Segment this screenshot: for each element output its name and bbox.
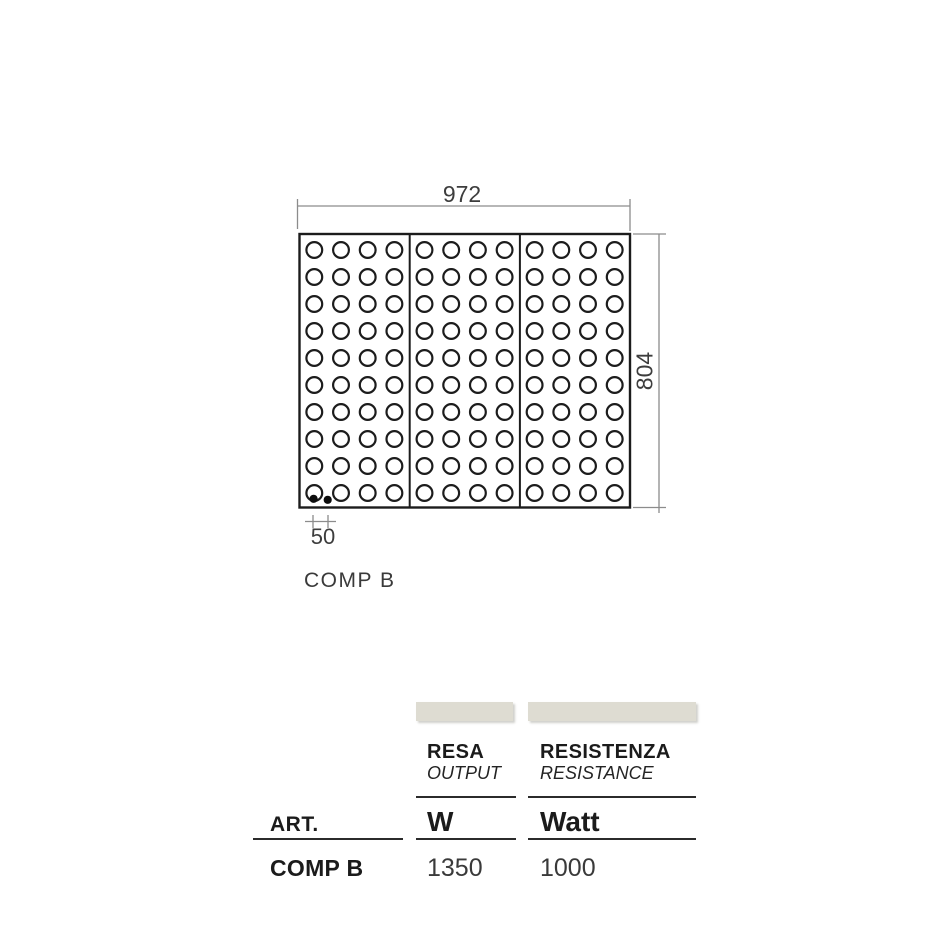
perforation-circle	[497, 242, 513, 258]
col-title-resistenza: RESISTENZA	[540, 741, 671, 763]
perforation-circle	[470, 377, 486, 393]
perforation-circle	[443, 350, 459, 366]
perforation-circle	[580, 404, 596, 420]
unit-watt: Watt	[540, 806, 600, 837]
perforation-circle	[470, 323, 486, 339]
perforation-circle	[360, 404, 376, 420]
perforation-grid	[306, 242, 622, 501]
perforation-circle	[306, 458, 322, 474]
perforation-circle	[387, 296, 403, 312]
perforation-circle	[470, 458, 486, 474]
art-header: ART.	[270, 813, 319, 836]
perforation-circle	[333, 242, 349, 258]
perforation-circle	[387, 458, 403, 474]
perforation-circle	[417, 323, 433, 339]
perforation-circle	[527, 323, 543, 339]
perforation-circle	[470, 269, 486, 285]
perforation-circle	[360, 485, 376, 501]
perforation-circle	[417, 431, 433, 447]
perforation-circle	[470, 242, 486, 258]
perforation-circle	[497, 377, 513, 393]
col-subtitle-output: OUTPUT	[427, 763, 501, 783]
perforation-circle	[333, 377, 349, 393]
perforation-circle	[306, 404, 322, 420]
table-rule	[416, 838, 516, 840]
dimension-width	[298, 181, 631, 231]
perforation-circle	[333, 269, 349, 285]
perforation-circle	[553, 350, 569, 366]
perforation-circle	[333, 404, 349, 420]
perforation-circle	[417, 242, 433, 258]
perforation-circle	[527, 350, 543, 366]
perforation-circle	[553, 323, 569, 339]
perforation-circle	[333, 485, 349, 501]
table-rule	[416, 796, 516, 798]
perforation-circle	[607, 296, 623, 312]
perforation-circle	[360, 377, 376, 393]
table-rule	[253, 838, 403, 840]
perforation-circle	[553, 377, 569, 393]
perforation-circle	[306, 242, 322, 258]
perforation-circle	[497, 404, 513, 420]
perforation-circle	[497, 350, 513, 366]
perforation-circle	[527, 242, 543, 258]
perforation-circle	[387, 404, 403, 420]
perforation-circle	[443, 296, 459, 312]
perforation-circle	[417, 458, 433, 474]
perforation-circle	[306, 323, 322, 339]
perforation-circle	[527, 485, 543, 501]
perforation-circle	[607, 377, 623, 393]
perforation-circle	[443, 485, 459, 501]
perforation-circle	[417, 377, 433, 393]
perforation-circle	[306, 269, 322, 285]
perforation-circle	[306, 296, 322, 312]
perforation-circle	[470, 485, 486, 501]
col-subtitle-resistance: RESISTANCE	[540, 763, 654, 783]
perforation-circle	[360, 269, 376, 285]
perforation-circle	[607, 458, 623, 474]
perforation-circle	[553, 485, 569, 501]
perforation-circle	[417, 404, 433, 420]
perforation-circle	[607, 350, 623, 366]
perforation-circle	[417, 350, 433, 366]
col-title-resa: RESA	[427, 741, 485, 763]
perforation-circle	[607, 431, 623, 447]
perforation-circle	[470, 404, 486, 420]
perforation-circle	[360, 431, 376, 447]
row-value-resistance: 1000	[540, 854, 596, 882]
table-rule	[528, 796, 696, 798]
perforation-circle	[360, 458, 376, 474]
perforation-circle	[333, 296, 349, 312]
perforation-circle	[527, 458, 543, 474]
perforation-circle	[333, 458, 349, 474]
perforation-circle	[580, 296, 596, 312]
perforation-circle	[443, 458, 459, 474]
perforation-circle	[580, 377, 596, 393]
perforation-circle	[580, 242, 596, 258]
perforation-circle	[387, 431, 403, 447]
perforation-circle	[443, 269, 459, 285]
perforation-circle	[443, 323, 459, 339]
dimension-height	[632, 234, 667, 513]
connection-dot	[310, 495, 318, 503]
perforation-circle	[497, 296, 513, 312]
perforation-circle	[470, 296, 486, 312]
perforation-circle	[443, 377, 459, 393]
unit-w: W	[427, 806, 454, 837]
perforation-circle	[580, 323, 596, 339]
perforation-circle	[387, 377, 403, 393]
perforation-circle	[443, 242, 459, 258]
drawing-label: COMP B	[304, 569, 396, 592]
connection-dot	[324, 496, 332, 504]
header-bar	[416, 702, 513, 721]
perforation-circle	[470, 350, 486, 366]
perforation-circle	[497, 323, 513, 339]
perforation-circle	[527, 431, 543, 447]
row-value-output: 1350	[427, 854, 483, 882]
perforation-circle	[527, 296, 543, 312]
perforation-circle	[607, 269, 623, 285]
perforation-circle	[607, 242, 623, 258]
perforation-circle	[417, 485, 433, 501]
perforation-circle	[607, 485, 623, 501]
perforation-circle	[470, 431, 486, 447]
perforation-circle	[553, 458, 569, 474]
perforation-circle	[553, 269, 569, 285]
perforation-circle	[497, 485, 513, 501]
perforation-circle	[607, 323, 623, 339]
table-rule	[528, 838, 696, 840]
perforation-circle	[360, 296, 376, 312]
perforation-circle	[360, 323, 376, 339]
perforation-circle	[333, 323, 349, 339]
perforation-circle	[387, 485, 403, 501]
perforation-circle	[580, 269, 596, 285]
perforation-circle	[387, 242, 403, 258]
perforation-circle	[443, 431, 459, 447]
perforation-circle	[360, 242, 376, 258]
row-article: COMP B	[270, 855, 364, 881]
dimension-spacing	[305, 515, 336, 549]
perforation-circle	[553, 431, 569, 447]
perforation-circle	[580, 431, 596, 447]
header-bar	[528, 702, 696, 721]
perforation-circle	[580, 350, 596, 366]
dim-width-label: 972	[442, 181, 482, 207]
perforation-circle	[306, 377, 322, 393]
perforation-circle	[333, 431, 349, 447]
perforation-circle	[417, 296, 433, 312]
perforation-circle	[497, 269, 513, 285]
perforation-circle	[553, 404, 569, 420]
perforation-circle	[387, 350, 403, 366]
perforation-circle	[580, 485, 596, 501]
perforation-circle	[527, 377, 543, 393]
perforation-circle	[527, 404, 543, 420]
perforation-circle	[553, 296, 569, 312]
perforation-circle	[306, 431, 322, 447]
dim-height-label: 804	[631, 351, 658, 391]
dim-spacing-label: 50	[310, 524, 336, 549]
perforation-circle	[387, 323, 403, 339]
perforation-circle	[497, 431, 513, 447]
perforation-circle	[580, 458, 596, 474]
perforation-circle	[527, 269, 543, 285]
perforation-circle	[443, 404, 459, 420]
perforation-circle	[497, 458, 513, 474]
perforation-circle	[333, 350, 349, 366]
perforation-circle	[553, 242, 569, 258]
perforation-circle	[387, 269, 403, 285]
perforation-circle	[306, 350, 322, 366]
perforation-circle	[607, 404, 623, 420]
perforation-circle	[360, 350, 376, 366]
perforation-circle	[417, 269, 433, 285]
